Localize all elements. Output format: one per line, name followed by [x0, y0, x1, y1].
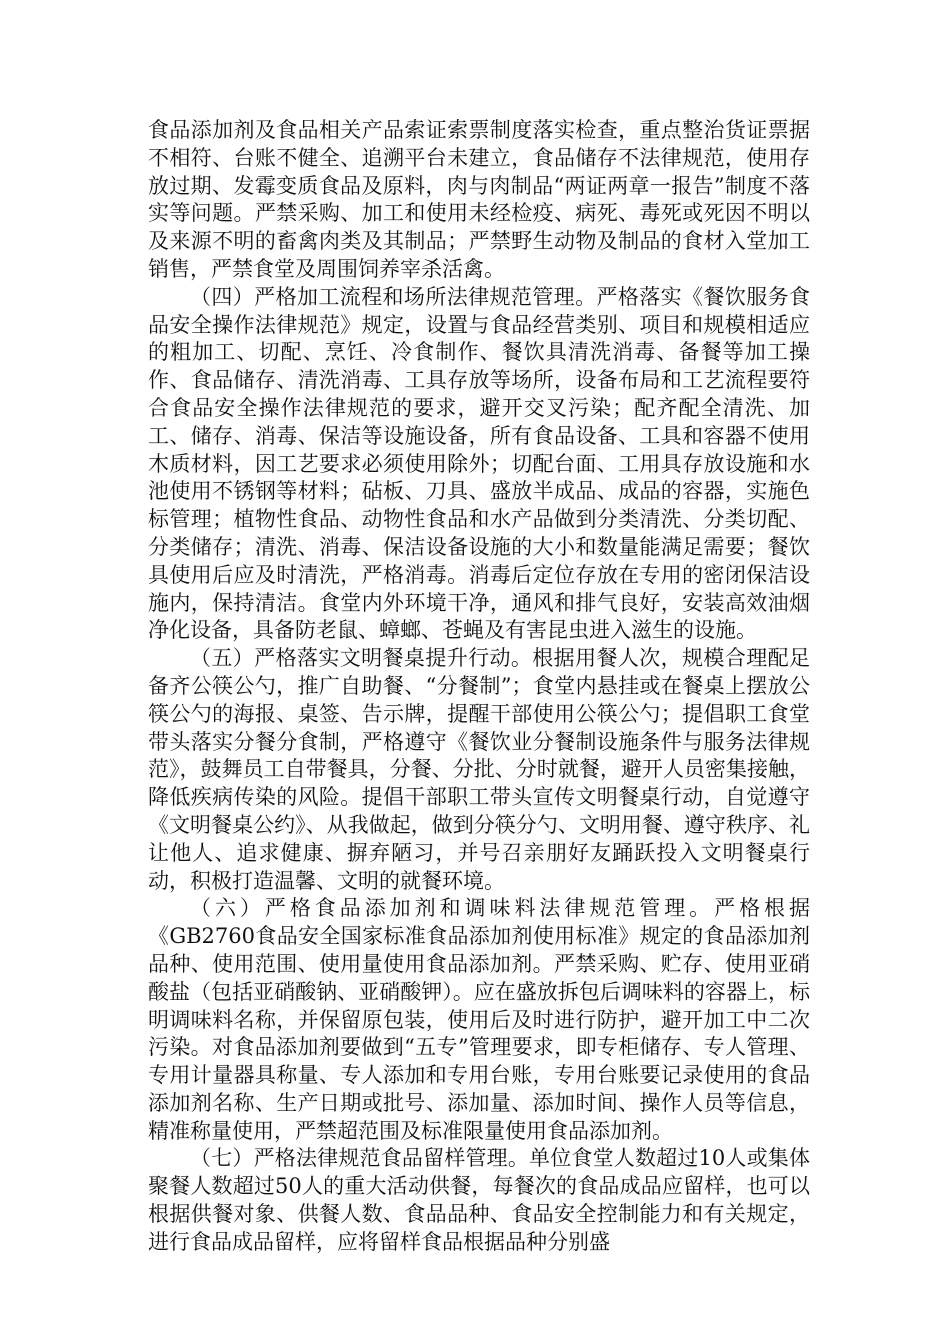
paragraph-food-sampling: （七）严格法律规范食品留样管理。单位食堂人数超过10人或集体聚餐人数超过50人的重大活动供餐，每餐次的食品成品应留样，也可以根据供餐对象、供餐人数、食品品种、食品安全控制能力和有关规定，进行食品成品留样，应将留样食品根据品种分别盛 [148, 1146, 810, 1254]
paragraph-additives-seasonings: （六）严格食品添加剂和调味料法律规范管理。严格根据《GB2760食品安全国家标准食品添加剂使用标准》规定的食品添加剂品种、使用范围、使用量使用食品添加剂。严禁采购、贮存、使用亚硝酸盐（包括亚硝酸钠、亚硝酸钾）。应在盛放拆包后调味料的容器上，标明调味料名称，并保留原包装，使用后及时进行防护，避开加工中二次污染。对食品添加剂要做到“五专”管理要求，即专柜储存、专人管理、专用计量器具称量、专人添加和专用台账，专用台账要记录使用的食品添加剂名称、生产日期或批号、添加量、添加时间、操作人员等信息，精准称量使用，严禁超范围及标准限量使用食品添加剂。 [148, 896, 810, 1143]
paragraph-food-additive-inspection: 食品添加剂及食品相关产品索证索票制度落实检查，重点整治货证票据不相符、台账不健全、追溯平台未建立，食品储存不法律规范，使用存放过期、发霉变质食品及原料，肉与肉制品“两证两章一报告”制度不落实等问题。严禁采购、加工和使用未经检疫、病死、毒死或死因不明以及来源不明的畜禽肉类及其制品；严禁野生动物及制品的食材入堂加工销售，严禁食堂及周围饲养宰杀活禽。 [148, 118, 810, 281]
document-page [148, 117, 810, 1257]
paragraph-processing-flow: （四）严格加工流程和场所法律规范管理。严格落实《餐饮服务食品安全操作法律规范》规定，设置与食品经营类别、项目和规模相适应的粗加工、切配、烹饪、冷食制作、餐饮具清洗消毒、备餐等加工操作、食品储存、清洗消毒、工具存放等场所，设备布局和工艺流程要符合食品安全操作法律规范的要求，避开交叉污染；配齐配全清洗、加工、储存、消毒、保洁等设施设备，所有食品设备、工具和容器不使用木质材料，因工艺要求必须使用除外；切配台面、工用具存放设施和水池使用不锈钢等材料；砧板、刀具、盛放半成品、成品的容器，实施色标管理；植物性食品、动物性食品和水产品做到分类清洗、分类切配、分类储存；清洗、消毒、保洁设备设施的大小和数量能满足需要；餐饮具使用后应及时清洗，严格消毒。消毒后定位存放在专用的密闭保洁设施内，保持清洁。食堂内外环境干净，通风和排气良好，安装高效油烟净化设备，具备防老鼠、蟑螂、苍蝇及有害昆虫进入滋生的设施。 [148, 284, 810, 643]
paragraph-civilized-dining: （五）严格落实文明餐桌提升行动。根据用餐人次，规模合理配足备齐公筷公勺，推广自助餐、“分餐制”；食堂内悬挂或在餐桌上摆放公筷公勺的海报、桌签、告示牌，提醒干部使用公筷公勺；提倡职工食堂带头落实分餐分食制，严格遵守《餐饮业分餐制设施条件与服务法律规范》，鼓舞员工自带餐具，分餐、分批、分时就餐，避开人员密集接触，降低疾病传染的风险。提倡干部职工带头宣传文明餐桌行动，自觉遵守《文明餐桌公约》、从我做起，做到分筷分勺、文明用餐、遵守秩序、礼让他人、追求健康、摒弃陋习，并号召亲朋好友踊跃投入文明餐桌行动，积极打造温馨、文明的就餐环境。 [148, 646, 810, 893]
